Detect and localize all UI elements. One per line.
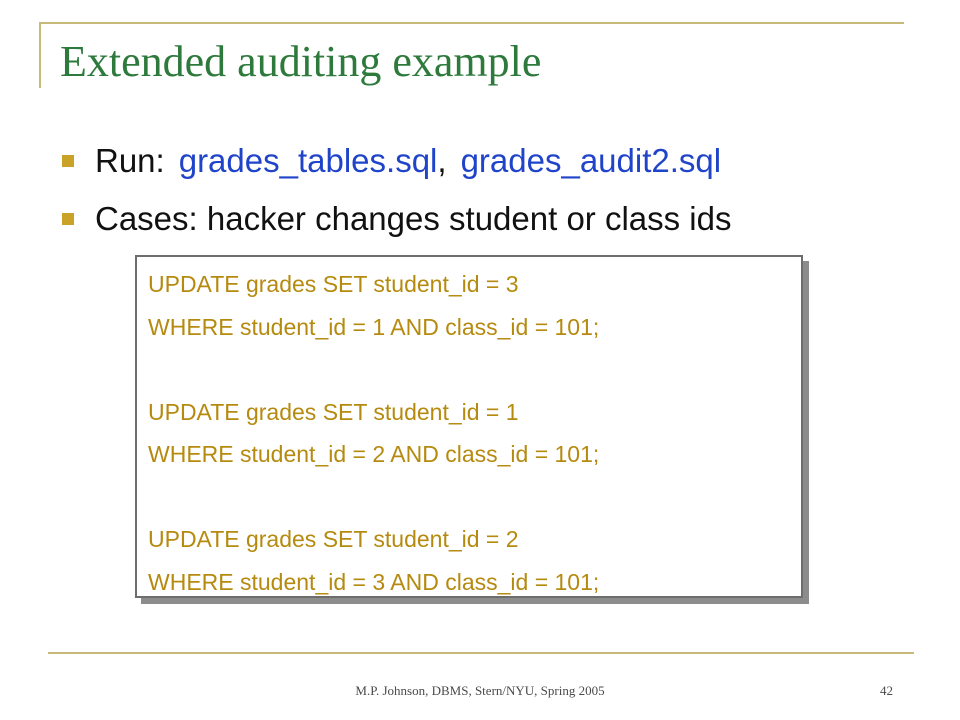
code-line-blank [148, 348, 599, 391]
slide-title: Extended auditing example [60, 37, 542, 86]
cases-text: Cases: hacker changes student or class ids [95, 200, 732, 237]
code-line-blank [148, 476, 599, 519]
code-line: WHERE student_id = 1 AND class_id = 101; [148, 313, 600, 340]
page-number: 42 [880, 683, 893, 698]
bullet-cases [62, 190, 732, 248]
code-line: UPDATE grades SET student_id = 1 [148, 398, 519, 425]
slide-footer: M.P. Johnson, DBMS, Stern/NYU, Spring 2005 [355, 683, 605, 698]
bullet-list [62, 132, 732, 248]
code-line: UPDATE grades SET student_id = 2 [148, 526, 519, 552]
code-lines [148, 263, 599, 603]
code-line: UPDATE grades SET student_id = 3 [148, 271, 519, 297]
run-label: Run: [95, 142, 165, 179]
code-line: WHERE student_id = 3 AND class_id = 101; [148, 568, 600, 595]
code-line: WHERE student_id = 2 AND class_id = 101; [148, 441, 600, 467]
frame-left-line [39, 22, 41, 88]
bullet-run [62, 132, 732, 190]
link-grades-tables[interactable]: grades_tables.sql [178, 142, 438, 179]
link-grades-audit2[interactable]: grades_audit2.sql [460, 142, 722, 179]
code-box [135, 255, 803, 598]
bullet-square-icon [62, 213, 74, 225]
frame-top-line [39, 22, 904, 24]
frame-bottom-line [48, 652, 914, 654]
run-separator: , [437, 142, 447, 179]
bullet-square-icon [62, 155, 74, 167]
